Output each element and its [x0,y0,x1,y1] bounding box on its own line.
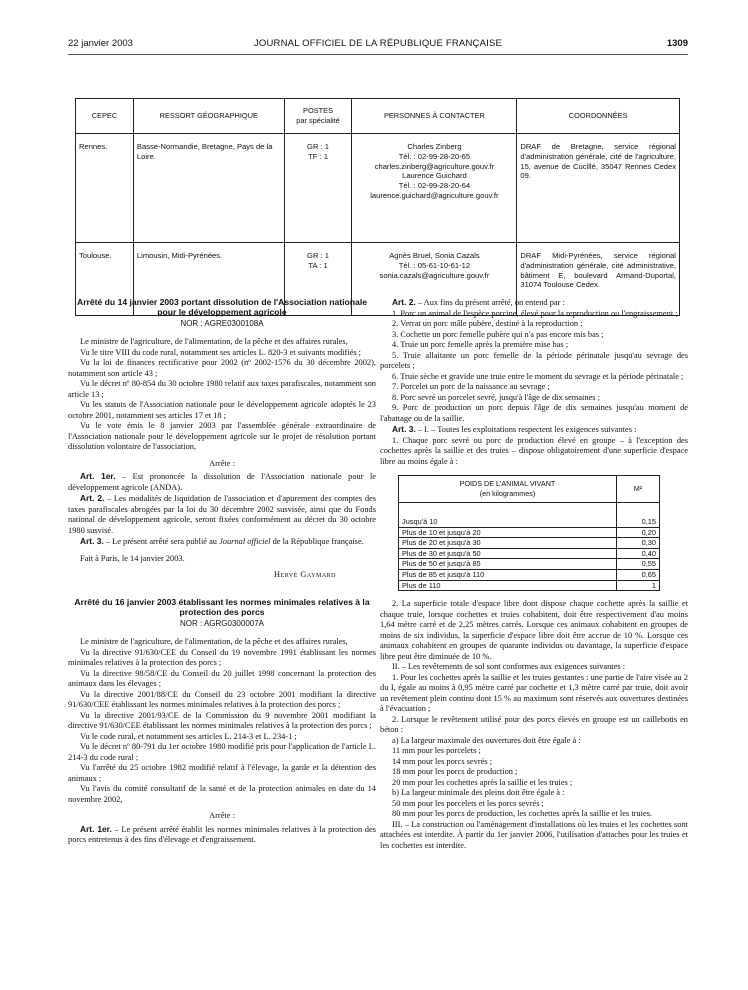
definition: 4. Truie un porc femelle après la première mise bas ; [392,340,569,349]
table-row: Jusqu'à 10 0,15 [399,503,660,528]
paragraph: 2. La superficie totale d'espace libre dont dispose chaque cochette après la saillie et chaque truie, lorsque cochettes et truies cohabitent, doit être respectivement d'au moins 1,64 mètre carré et de 2,25 mètres carrés. Lorsque ces animaux cohabitent en groupes de moins de six individus, la superficie d'espace libre doit être accrue de 10 %. Lorsque ces animaux cohabitent en groupes de quarante individus ou davantage, la superficie d'espace libre peut être diminuée de 10 %. [380,599,688,661]
definition: 6. Truie sèche et gravide une truie entre le moment du sevrage et la période périnatale ; [392,371,684,381]
definition: 9. Porc de production un porc depuis l'âge de dix semaines jusqu'au moment de l'abattage ou de la saillie. [380,403,688,423]
page-header [68,38,688,55]
article-title: Arrêté du 14 janvier 2003 portant dissolution de l'Association nationale pour le développement agricole [76,297,367,318]
article-3: Art. 3. – Le présent arrêté sera publié au Journal officiel de la République française. [80,536,364,547]
header-area: M² [617,476,660,503]
paragraph: Vu les statuts de l'Association nationale pour le développement agricole adoptés le 23 octobre 2001, notamment ses articles 17 et 18 ; [68,400,376,420]
nor-reference: NOR : AGRG0300007A [179,618,265,628]
list-item: 14 mm pour les porcs sevrés ; [392,756,493,766]
cell-personnes: Charles Zinberg Tél. : 02-99-28-20-65 charles.zinberg@agriculture.gouv.fr Laurence Guichard Tél. : 02-99-28-20-64 laurence.guichard@agriculture.gouv.fr [352,134,517,243]
list-item: 20 mm pour les cochettes après la saillie et les truies ; [392,777,573,787]
cell-coordonnees: DRAF Midi-Pyrénées, service régional d'administration générale, cité administrative, bâtiment E, boulevard Armand-Duportal, 31074 Toulouse Cedex. [517,243,680,316]
paragraph: 1. Pour les cochettes après la saillie et les truies gestantes : une partie de l'aire visée au 2 du I, égale au moins à 0,95 mètre carré par cochette et 1,3 mètre carré par truie, doit avoir un revêtement plein continu dont 15 % au maximum sont réservés aux ouvertures destinées à l'évacuation ; [380,672,688,714]
cell-ressort: Basse-Normandie, Bretagne, Pays de la Loire. [133,134,284,243]
email-link: charles.zinberg@agriculture.gouv.fr [374,161,495,171]
article-title: Arrêté du 16 janvier 2003 établissant les normes minimales relatives à la protection des porcs [74,596,370,618]
list-item: 50 mm pour les porcelets et les porcs sevrés ; [392,798,544,808]
paragraph: Vu le décret nº 80-791 du 1er octobre 1980 modifié pris pour l'application de l'article L. 214-3 du code rural ; [68,742,376,762]
nor-reference: NOR : AGRE0300108A [180,318,264,328]
cell-ressort: Limousin, Midi-Pyrénées. [133,243,284,316]
paragraph: Le ministre de l'agriculture, de l'alimentation, de la pêche et des affaires rurales, [80,337,348,347]
paragraph: Vu le vote émis le 8 janvier 2003 par l'assemblée générale extraordinaire de l'Association nationale pour le développement agricole sur le projet de résolution portant dissolution volontaire de l'association, [68,421,376,452]
arrete-heading: Arrête : [209,811,235,821]
article-2: Art. 2. – Aux fins du présent arrêté, on entend par : [392,297,565,307]
paragraph: 1. Chaque porc sevré ou porc de production élevé en groupe – à l'exception des cochettes après la saillie et des truies – dispose obligatoirement d'une superficie d'espace libre au moins égale à : [380,435,688,466]
paragraph: 2. Lorsque le revêtement utilisé pour des porcs élevés en groupe est un caillebotis en béton : [380,714,688,735]
cell-postes: GR : 1 TA : 1 [284,243,352,316]
list-item: 18 mm pour les porcs de production ; [392,767,518,777]
table-row: Plus de 85 et jusqu'à 110 0,65 [399,569,660,580]
paragraph: Vu l'arrêté du 25 octobre 1982 modifié relatif à l'élevage, la garde et la détention des animaux ; [68,763,376,783]
paragraph: III. – La construction ou l'aménagement d'installations où les truies et les cochettes sont attachées est interdite. À partir du 1er janvier 2006, l'utilisation d'attaches pour les truies et les cochettes est interdite. [380,819,688,850]
table-row: Plus de 110 1 [399,580,660,591]
paragraph: Vu le code rural, et notamment ses articles L. 214-3 et L. 234-1 ; [80,731,297,741]
paragraph: II. – Les revêtements de sol sont conformes aux exigences suivantes : [392,662,626,672]
paragraph: Vu le titre VIII du code rural, notamment ses articles L. 820-3 et suivants modifiés ; [80,347,361,357]
paragraph: b) La largeur minimale des pleins doit être égale à : [392,788,565,798]
definition: 7. Porcelet un porc de la naissance au sevrage ; [392,382,550,391]
header-postes: POSTES par spécialité [284,99,352,134]
header-weight: POIDS DE L'ANIMAL VIVANT (en kilogrammes) [399,476,617,503]
definition: 5. Truie allaitante un porc femelle de la période périnatale jusqu'au sevrage des porcelets ; [380,350,688,370]
signature: Hervé Gaymard [274,570,336,580]
definition: 3. Cochette un porc femelle pubère qui n'a pas encore mis bas ; [392,329,604,339]
definition: 1. Porc un animal de l'espèce porcine, élevé pour la reproduction ou l'engraissement ; [392,308,678,318]
paragraph: Vu la loi de finances rectificative pour 2002 (nº 2002-1576 du 30 décembre 2002), notamment son article 43 ; [68,358,376,378]
paragraph: Vu la directive 91/630/CEE du Conseil du 19 novembre 1991 établissant les normes minimales relatives à la protection des porcs ; [68,647,376,668]
weight-table-header [399,476,660,503]
email-link: sonia.cazals@agriculture.gouv.fr [379,270,490,280]
paragraph: Vu l'avis du comité consultatif de la santé et de la protection animales en date du 14 novembre 2002, [68,784,376,804]
definition: 8. Porc sevré un porcelet sevré, jusqu'à l'âge de dix semaines ; [392,392,600,402]
header-personnes: PERSONNES À CONTACTER [352,99,517,134]
cell-postes: GR : 1 TF : 1 [284,134,352,243]
email-link: laurence.guichard@agriculture.gouv.fr [370,190,499,200]
header-coordonnees: COORDONNÉES [517,99,680,134]
table-row: Plus de 20 et jusqu'à 30 0,30 [399,538,660,549]
contacts-table-header [76,99,680,134]
list-item: 80 mm pour les porcs de production, les cochettes après la saillie et les truies. [392,809,653,819]
cell-cepec: Toulouse. [76,243,134,316]
cell-personnes: Agnès Bruel, Sonia Cazals Tél. : 05-61-10-61-12 sonia.cazals@agriculture.gouv.fr [352,243,517,316]
weight-table [398,475,660,591]
table-row: Plus de 10 et jusqu'à 20 0,20 [399,527,660,538]
header-ressort: RESSORT GÉOGRAPHIQUE [133,99,284,134]
paragraph: Vu la directive 2001/88/CE du Conseil du 23 octobre 2001 modifiant la directive 91/630/CEE établissant les normes minimales relatives à la protection des porcs ; [68,689,376,710]
paragraph: Vu le décret nº 80-854 du 30 octobre 1980 relatif aux taxes parafiscales, notamment son article 13 ; [68,379,376,399]
article-3: Art. 3. – I. – Toutes les exploitations respectent les exigences suivantes : [392,424,637,434]
definition: 2. Verrat un porc mâle pubère, destiné à la reproduction ; [392,319,583,328]
contacts-table [75,98,680,316]
table-row: Plus de 30 et jusqu'à 50 0,40 [399,548,660,559]
cell-cepec: Rennes. [76,134,134,243]
done-at: Fait à Paris, le 14 janvier 2003. [80,553,185,563]
article-1: Art. 1er. – Est prononcée la dissolution de l'Association nationale pour le développement agricole (ANDA). [68,471,376,492]
arrete-heading: Arrête : [209,458,235,468]
right-column [380,297,688,851]
header-journal-title: JOURNAL OFFICIEL DE LA RÉPUBLIQUE FRANÇAISE [253,38,503,49]
table-row: Plus de 50 et jusqu'à 85 0,55 [399,559,660,570]
header-page-number: 1309 [666,38,688,49]
paragraph: Vu la directive 2001/93/CE de la Commission du 9 novembre 2001 modifiant la directive 91/630/CEE établissant les normes minimales relatives à la protection des porcs ; [68,710,376,731]
table-row [76,134,680,243]
paragraph: Le ministre de l'agriculture, de l'alimentation, de la pêche et des affaires rurales, [80,637,348,647]
paragraph: Vu la directive 98/58/CE du Conseil du 20 juillet 1998 concernant la protection des animaux dans les élevages ; [68,668,376,689]
left-column [68,297,376,846]
paragraph: a) La largeur maximale des ouvertures doit être égale à : [392,735,581,745]
cell-coordonnees: DRAF de Bretagne, service régional d'administration générale, cité de l'agriculture, 15, avenue de Cucillé, 35047 Rennes Cedex 09. [517,134,680,243]
header-cepec: CEPEC [76,99,134,134]
header-date: 22 janvier 2003 [68,38,133,49]
list-item: 11 mm pour les porcelets ; [392,746,481,756]
article-1: Art. 1er. – Le présent arrêté établit les normes minimales relatives à la protection des porcs entretenus à des fins d'élevage et d'engraissement. [68,823,376,845]
article-2: Art. 2. – Les modalités de liquidation de l'association et d'apurement des comptes des taxes parafiscales abrogées par la loi du 30 décembre 2002 susvisée, ainsi que du Fonds national de développement agricole, seront fixées conformément au décret du 30 octobre 1980 susvisé. [68,493,376,535]
